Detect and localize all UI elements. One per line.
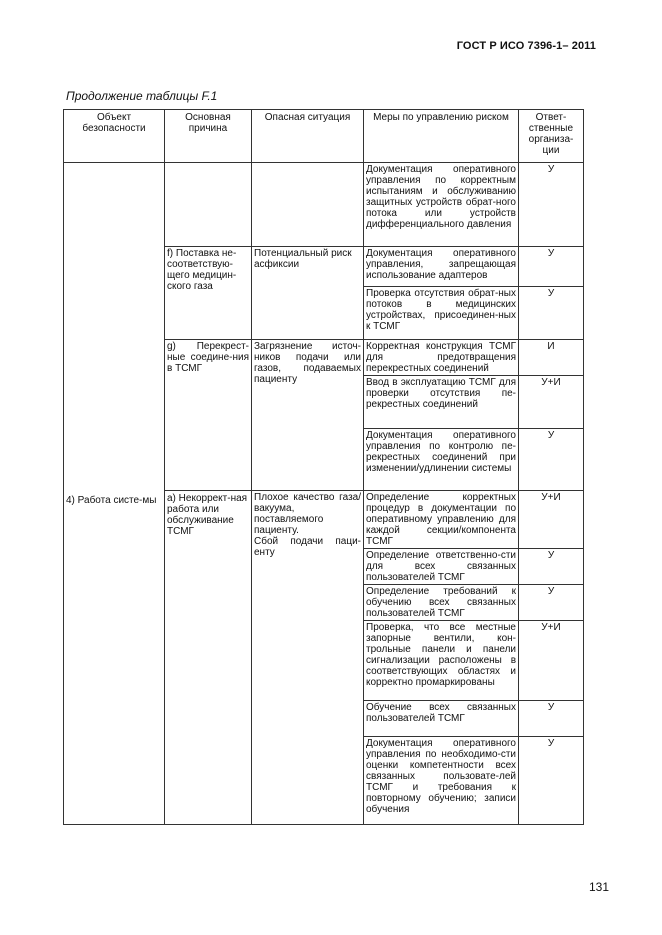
resp-cell: У [519, 701, 584, 737]
measure-cell: Документация оперативного управления, запрещающая использование адаптеров [364, 247, 519, 287]
measure-cell: Определение корректных процедур в документации по оперативному управлению для каждой секции/компонента ТСМГ [364, 491, 519, 549]
cause-cell: g) Перекрест-ные соедине-ния в ТСМГ [165, 340, 252, 491]
resp-cell: У+И [519, 491, 584, 549]
situation-text-1: Плохое качество газа/вакуума, поставляемого пациенту. [254, 492, 361, 536]
situation-cell: Потенциальный риск асфиксии [252, 247, 364, 340]
measure-cell: Документация оперативного управления по контролю пе-рекрестных соединений при изменении/удлинении системы [364, 429, 519, 491]
cause-cell: f) Поставка не-соответствую-щего медицин-ского газа [165, 247, 252, 340]
measure-cell: Ввод в эксплуатацию ТСМГ для проверки отсутствия пе-рекрестных соединений [364, 376, 519, 429]
standard-header: ГОСТ Р ИСО 7396-1– 2011 [456, 40, 596, 52]
measure-cell: Обучение всех связанных пользователей ТСМГ [364, 701, 519, 737]
table-caption: Продолжение таблицы F.1 [66, 89, 218, 103]
resp-cell: У [519, 287, 584, 340]
col-header-measures: Меры по управлению риском [364, 110, 519, 163]
cause-empty-cell [165, 163, 252, 247]
measure-cell: Корректная конструкция ТСМГ для предотвращения перекрестных соединений [364, 340, 519, 376]
resp-cell: У [519, 737, 584, 825]
resp-cell: У [519, 585, 584, 621]
object-cell [64, 163, 165, 825]
col-header-situation: Опасная ситуация [252, 110, 364, 163]
col-header-object: Объект безопасности [64, 110, 165, 163]
resp-cell: У+И [519, 621, 584, 701]
cause-cell [165, 491, 252, 825]
page-number: 131 [589, 880, 610, 894]
resp-cell: У [519, 163, 584, 247]
table-header-row [64, 110, 584, 163]
resp-cell: И [519, 340, 584, 376]
measure-cell: Определение ответственно-сти для всех связанных пользователей ТСМГ [364, 549, 519, 585]
measure-cell: Определение требований к обучению всех связанных пользователей ТСМГ [364, 585, 519, 621]
resp-cell: У+И [519, 376, 584, 429]
object-text: 4) Работа систе-мы [66, 495, 157, 506]
measure-cell: Проверка, что все местные запорные вентили, кон-трольные панели и панели сигнализации расположены в соответствующих областях и корректно промаркированы [364, 621, 519, 701]
measure-cell: Документация оперативного управления по необходимо-сти оценки компетентности всех связанных пользовате-лей ТСМГ и требования к повторному обучению; записи обучения [364, 737, 519, 825]
col-header-cause: Основная причина [165, 110, 252, 163]
resp-cell: У [519, 549, 584, 585]
resp-cell: У [519, 247, 584, 287]
situation-cell [252, 491, 364, 825]
situation-text-2: Сбой подачи паци-енту [254, 536, 361, 558]
measure-cell: Проверка отсутствия обрат-ных потоков в медицинских устройствах, присоединен-ных к ТСМГ [364, 287, 519, 340]
risk-table [63, 109, 584, 825]
situation-empty-cell [252, 163, 364, 247]
table-row [64, 163, 584, 247]
col-header-responsible: Ответ-ственные организа-ции [519, 110, 584, 163]
cause-text: a) Некоррект-ная работа или обслуживание ТСМГ [167, 493, 248, 537]
resp-cell: У [519, 429, 584, 491]
situation-cell: Загрязнение источ-ников подачи или газов, подаваемых пациенту [252, 340, 364, 491]
measure-cell: Документация оперативного управления по корректным испытаниям и обслуживанию защитных устройств обрат-ного потока или устройств дифференциального давления [364, 163, 519, 247]
